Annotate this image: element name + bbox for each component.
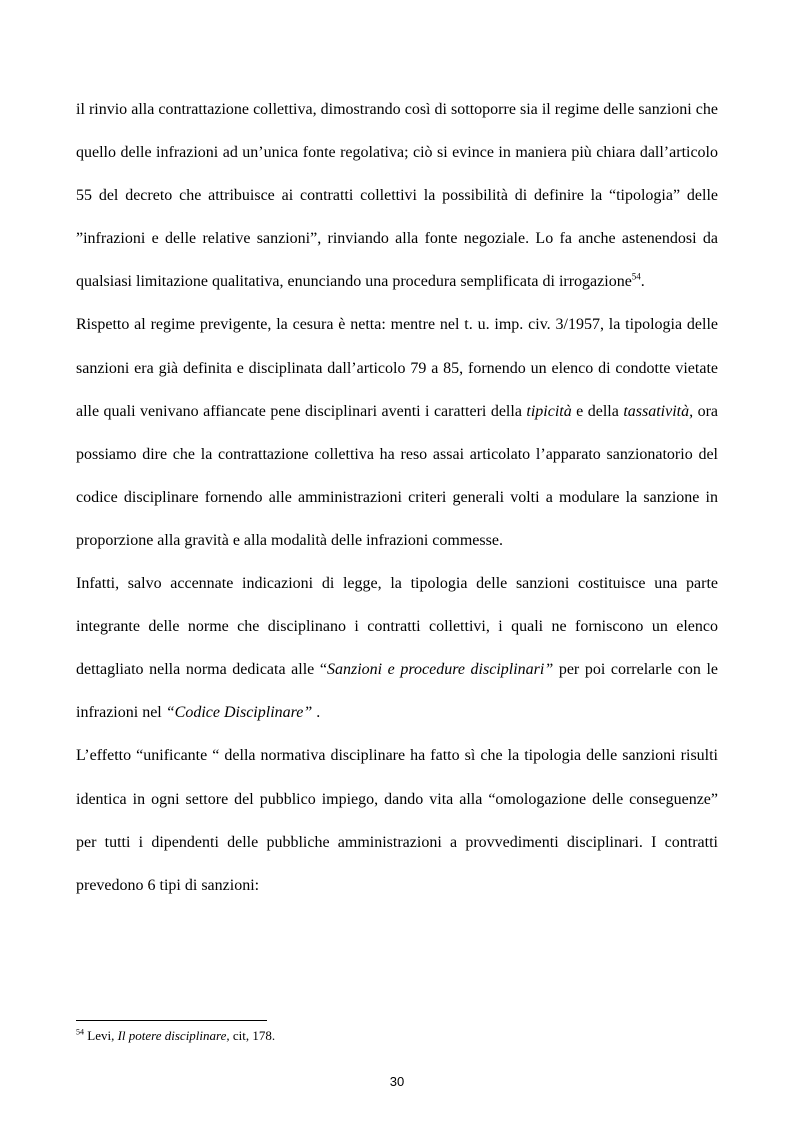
paragraph [76, 303, 718, 562]
footnote-number: 54 [76, 1027, 84, 1037]
footnote-author: Levi, [87, 1028, 118, 1043]
footnote-reference: 54 [631, 272, 641, 283]
page-number: 30 [389, 1074, 405, 1089]
text-run: ora possiamo dire che la contrattazione collettiva ha reso assai articolato l’apparato sanzionatorio del codice disciplinare fornendo alle amministrazioni criteri generali volti a modulare la sanzione in proporzione alla gravità e alla modalità delle infrazioni commesse. [76, 402, 719, 549]
italic-text: “Codice Disciplinare” [165, 704, 313, 722]
text-run: . [312, 704, 321, 722]
text-run: Infatti, salvo accennate indicazioni di legge, la tipologia delle sanzioni costituisce una parte integrante delle norme che disciplinano i contratti collettivi, i quali ne forniscono un elenco dettagliato nella norma dedicata alle “ [76, 575, 718, 679]
footnote-title: Il potere disciplinare, [117, 1028, 230, 1043]
footnote [76, 1027, 718, 1045]
text-run: Rispetto al regime previgente, la cesura è netta: mentre nel t. u. imp. civ. 3/1957, la tipologia delle sanzioni era già definita e disciplinata dall’articolo 79 a 85, fornendo un elenco di condotte vietate alle quali venivano affiancate pene disciplinari aventi i caratteri della [76, 316, 718, 420]
italic-text: tassatività, [623, 402, 694, 420]
italic-text: Sanzioni e procedure disciplinari” [326, 661, 554, 679]
footnote-citation: cit, 178. [229, 1028, 276, 1043]
footnote-separator [76, 1020, 267, 1021]
text-run: L’effetto “unificante “ della normativa disciplinare ha fatto sì che la tipologia delle sanzioni risulti identica in ogni settore del pubblico impiego, dando vita alla “omologazione delle conseguenze” per tutti i dipendenti delle pubbliche amministrazioni a provvedimenti disciplinari. I contratti prevedono 6 tipi di sanzioni: [76, 747, 718, 894]
paragraph [76, 734, 718, 906]
body-text [76, 88, 718, 907]
paragraph [76, 562, 718, 734]
italic-text: tipicità [526, 402, 572, 420]
text-run: . [640, 273, 645, 291]
text-run: per poi correlarle con le infrazioni nel [76, 661, 718, 722]
text-run: il rinvio alla contrattazione collettiva, dimostrando così di sottoporre sia il regime delle sanzioni che quello delle infrazioni ad un’unica fonte regolativa; ciò si evince in maniera più chiara dall’articolo 55 del decreto che attribuisce ai contratti collettivi la possibilità di definire la “tipologia” delle ”infrazioni e delle relative sanzioni”, rinviando alla fonte negoziale. Lo fa anche astenendosi da qualsiasi limitazione qualitativa, enunciando una procedura semplificata di irrogazione [76, 101, 718, 291]
text-run: e della [571, 402, 624, 420]
paragraph [76, 88, 718, 303]
